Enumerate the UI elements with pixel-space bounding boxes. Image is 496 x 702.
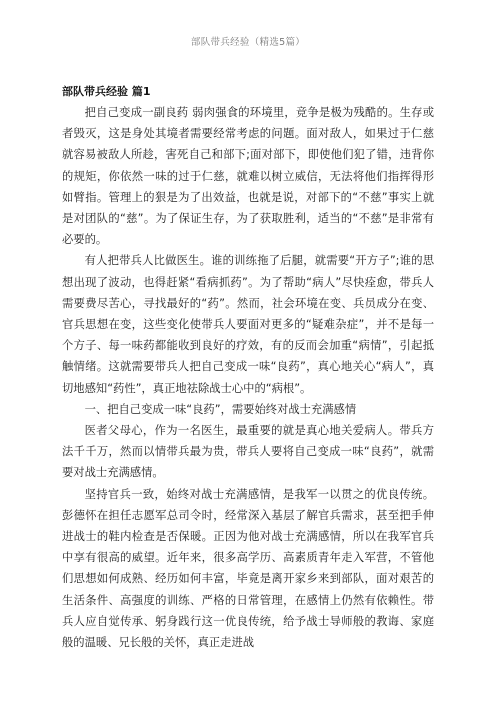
- subheading: 一、把自己变成一味“良药”，需要始终对战士充满感情: [84, 402, 357, 416]
- document-title: 部队带兵经验（精选5篇）: [190, 37, 306, 48]
- paragraph: 有人把带兵人比做医生。谁的训练拖了后腿，就需要“开方子”;谁的思想出现了波动，也得赶紧“看病抓药”。为了帮助“病人”尽快痊愈，带兵人需要费尽苦心，寻找最好的“药”。然而，社会环境在变、兵员成分在变、官兵思想在变，这些变化使带兵人要面对更多的“疑难杂症”，并不是每一个方子、每一味药都能收到良好的疗效，有的反而会加重“病情”，引起抵触情绪。这就需要带兵人把自己变成一味“良药”，真心地关心“病人”，真切地感知“药性”，真正地祛除战士心中的“病根”。: [62, 254, 434, 395]
- document-body: [62, 102, 434, 653]
- paragraph: 坚持官兵一致，始终对战士充满感情，是我军一以贯之的优良传统。彭德怀在担任志愿军总司令时，经常深入基层了解官兵需求，甚至把手伸进战士的鞋内检查是否保暖。正因为他对战士充满感情，所以在我军官兵中享有很高的威望。近年来，很多高学历、高素质青年走入军营，不管他们思想如何成熟、经历如何丰富，毕竟是离开家乡来到部队，面对艰苦的生活条件、高强度的训练、严格的日常管理，在感情上仍然有依赖性。带兵人应自觉传承、躬身践行这一优良传统，给予战士导师般的教诲、家庭般的温暖、兄长般的关怀，真正走进战: [62, 487, 434, 650]
- paragraph: 医者父母心，作为一名医生，最重要的就是真心地关爱病人。带兵方法千千万，然而以情带兵最为贵，带兵人要将自己变成一味“良药”，就需要对战士充满感情。: [62, 424, 434, 480]
- section-heading: 部队带兵经验 篇1: [62, 85, 151, 98]
- paragraph: 把自己变成一副良药 弱肉强食的环境里，竞争是极为残酷的。生存或者毁灭，这是身处其境者需要经常考虑的问题。面对敌人，如果过于仁慈就容易被敌人所趁，害死自己和部下;面对部下，即使他们犯了错，违背你的规矩，你依然一味的过于仁慈，就难以树立威信，无法将他们指挥得形如臂指。管理上的狠是为了出效益，也就是说，对部下的“不慈”事实上就是对团队的“慈”。为了保证生存，为了获取胜利，适当的“不慈”是非常有必要的。: [62, 106, 434, 247]
